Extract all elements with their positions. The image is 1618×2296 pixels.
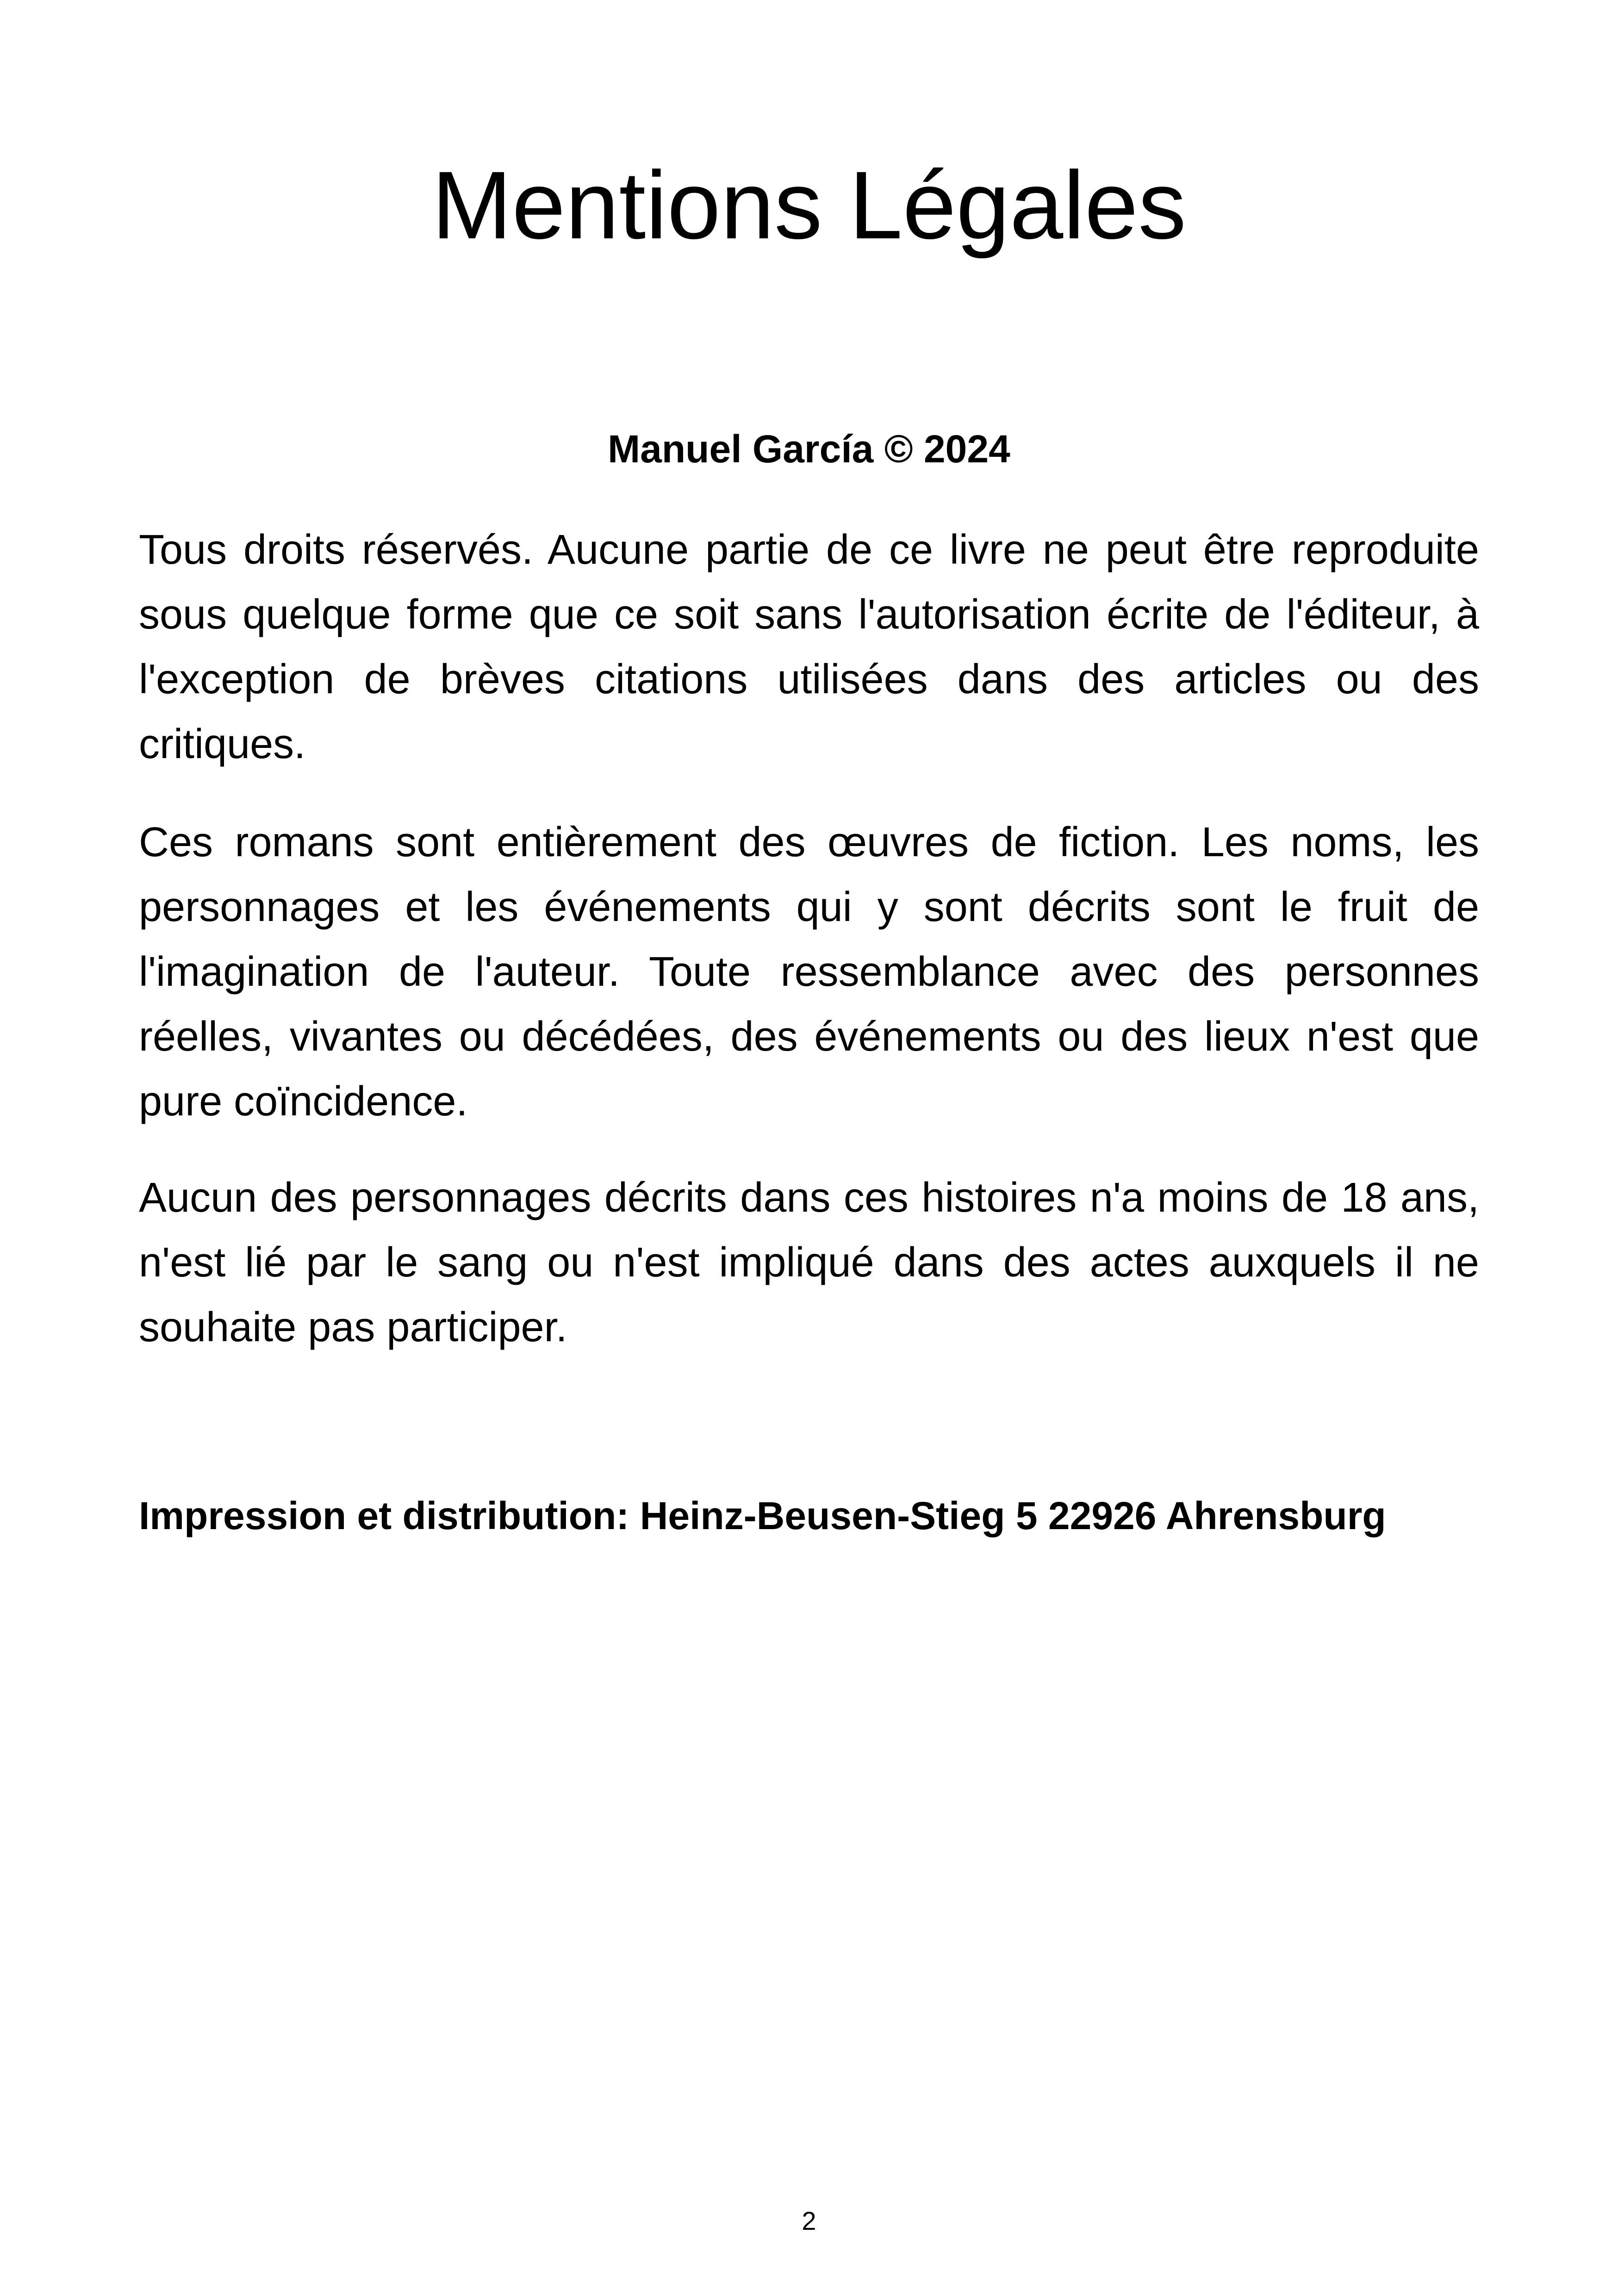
page-title: Mentions Légales [431,152,1187,259]
page-number: 2 [802,2206,816,2235]
rights-paragraph: Tous droits réservés. Aucune partie de ce livre ne peut être reproduite sous quelque forme que ce soit sans l'autorisation écrite de l'éditeur, à l'exception de brèves citations utilisées dans des articles ou des critiques. [139,527,1479,767]
age-disclaimer-paragraph: Aucun des personnages décrits dans ces histoires n'a moins de 18 ans, n'est lié par le sang ou n'est impliqué dans des actes auxquels il ne souhaite pas participer. [139,1175,1479,1350]
imprint-line: Impression et distribution: Heinz-Beusen-Stieg 5 22926 Ahrensburg [139,1494,1386,1537]
fiction-disclaimer-paragraph: Ces romans sont entièrement des œuvres de fiction. Les noms, les personnages et les événements qui y sont décrits sont le fruit de l'imagination de l'auteur. Toute ressemblance avec des personnes réelles, vivantes ou décédées, des événements ou des lieux n'est que pure coïncidence. [139,819,1479,1125]
copyright-line: Manuel García © 2024 [608,427,1010,471]
